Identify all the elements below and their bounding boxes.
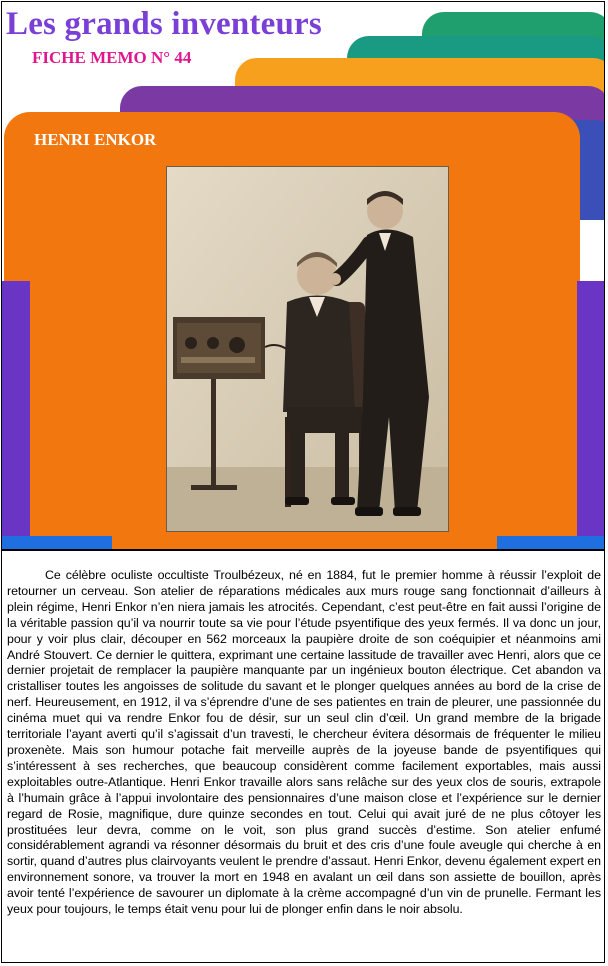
page-border: [1, 1, 605, 963]
memo-number: FICHE MEMO N° 44: [32, 48, 192, 67]
inventor-name: HENRI ENKOR: [34, 130, 157, 149]
biography-text: Ce célèbre oculiste occultiste Troulbézeux, né en 1884, fut le premier homme à réussir l’exploit de retourner un cerveau. Son atelier de réparations médicales aux murs rouge sang fonctionnait d’ailleurs à plein régime, Henri Enkor n’en niera jamais les atrocités. Cependant, c’est peut-être en fait aussi l’origine de la véritable passion qu’il va nourrir toute sa vie pour l’étude psyentifique des yeux fermés. Il va donc un jour, pour y voir plus clair, découper en 562 morceaux la paupière droite de son coéquipier et néanmoins ami André Stouvert. Ce dernier le quittera, exprimant une certaine lassitude de travailler avec Henri, alors que ce dernier projetait de remplacer la paupière manquante par un ingénieux bouton électrique. Cet abandon va cristalliser toutes les angoisses de solitude du savant et le plonger quelques années au bord de la crise de nerf. Heureusement, en 1912, il va s’éprendre d’une de ses patientes en train de pleurer, une passionnée du cinéma muet qui va rendre Enkor fou de désir, sur un seul clin d’œil. Un grand membre de la brigade territoriale l’ayant averti qu’il s’agissait d’un travesti, le chercheur évitera désormais de fréquenter le milieu proxenète. Mais son humour potache fait merveille auprès de la joyeuse bande de psyentifiques qui s’intéressent à ses recherches, que beaucoup considèrent comme facilement exportables, mais aussi exploitables outre-Atlantique. Henri Enkor travaille alors sans relâche sur des yeux clos de souris, extrapole à l’humain grâce à l’appui involontaire des pensionnaires d’une maison close et l’expérience sur le dernier regard de Rosie, magnifique, dure quinze secondes en tout. Celui qui avait juré de ne plus côtoyer les prostituées leur devra, comme on le voit, son plus grand succès d’estime. Son atelier enfumé considérablement agrandi va résonner désormais du bruit et des cris d’une foule aveugle qui cherche à en sortir, quand d’autres plus clairvoyants veulent le prendre d’assaut. Henri Enkor, devenu également expert en environnement sonore, va trouver la mort en 1948 en avalant un œil dans son assiette de bouillon, après avoir tenté l’expérience de savourer un diplomate à la crème accompagné d’un vin de prunelle. Fermant les yeux pour toujours, le temps était venu pour lui de plonger enfin dans le noir absolu.: [7, 568, 601, 917]
page-title: Les grands inventeurs: [6, 6, 322, 42]
